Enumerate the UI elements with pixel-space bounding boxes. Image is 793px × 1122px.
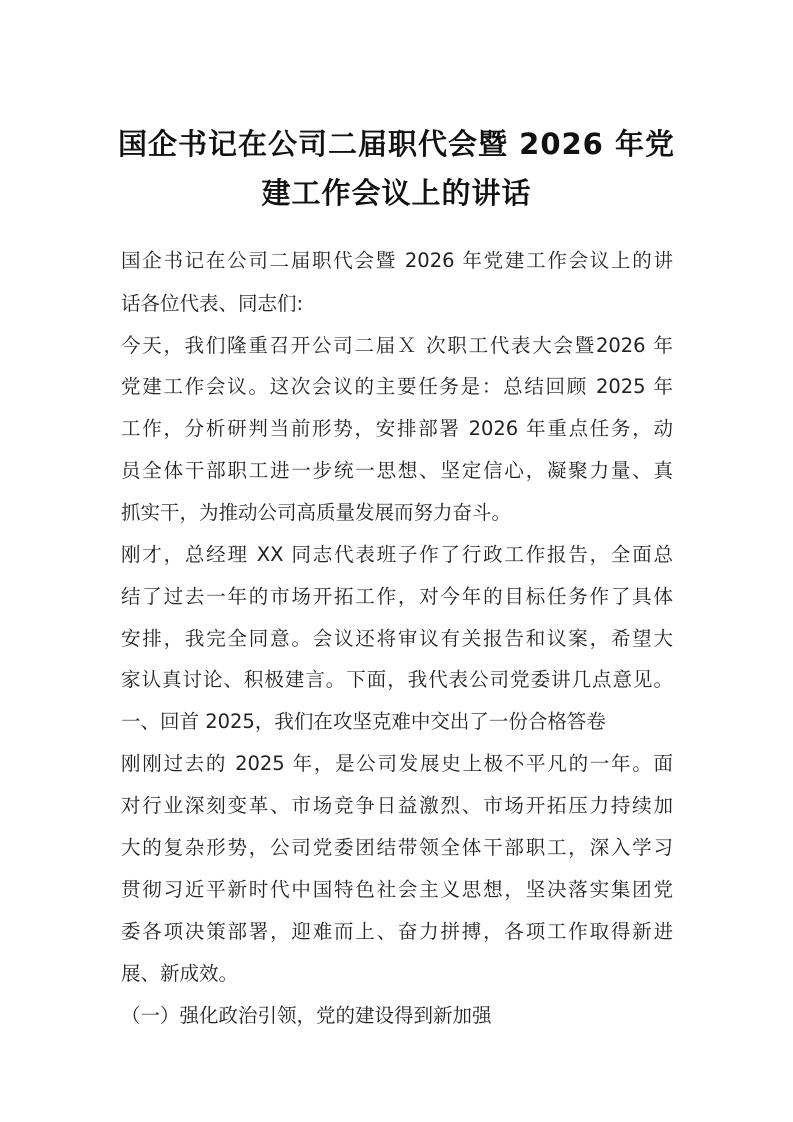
section-heading: 一、回首 2025，我们在攻坚克难中交出了一份合格答卷 xyxy=(121,710,606,733)
document-title-line-2: 建工作会议上的讲话 xyxy=(261,176,532,210)
body-line: 工作，分析研判当前形势，安排部署 2026 年重点任务，动 xyxy=(121,417,673,440)
body-line: 刚刚过去的 2025 年，是公司发展史上极不平凡的一年。面 xyxy=(121,752,673,775)
subsection-heading: （一）强化政治引领，党的建设得到新加强 xyxy=(121,1004,492,1027)
body-line: 展、新成效。 xyxy=(121,962,239,985)
body-line: 抓实干，为推动公司高质量发展而努力奋斗。 xyxy=(121,501,512,524)
body-line: 家认真讨论、积极建言。下面，我代表公司党委讲几点意见。 xyxy=(121,668,673,691)
body-line: 刚才，总经理 XX 同志代表班子作了行政工作报告，全面总 xyxy=(121,543,673,566)
body-line: 对行业深刻变革、市场竞争日益激烈、市场开拓压力持续加 xyxy=(121,794,673,817)
body-line: 话各位代表、同志们: xyxy=(121,292,304,315)
document-title-line-1: 国企书记在公司二届职代会暨 2026 年党 xyxy=(118,127,675,161)
body-line: 大的复杂形势，公司党委团结带领全体干部职工，深入学习 xyxy=(121,836,673,859)
body-line: 今天，我们隆重召开公司二届Ｘ 次职工代表大会暨2026 年 xyxy=(121,334,673,357)
body-line: 贯彻习近平新时代中国特色社会主义思想，坚决落实集团党 xyxy=(121,878,673,901)
body-line: 结了过去一年的市场开拓工作，对今年的目标任务作了具体 xyxy=(121,585,673,608)
body-line: 安排，我完全同意。会议还将审议有关报告和议案，希望大 xyxy=(121,627,673,650)
body-line: 国企书记在公司二届职代会暨 2026 年党建工作会议上的讲 xyxy=(121,249,673,272)
body-line: 党建工作会议。这次会议的主要任务是：总结回顾 2025 年 xyxy=(121,375,673,398)
body-line: 委各项决策部署，迎难而上、奋力拼搏，各项工作取得新进 xyxy=(121,920,673,943)
body-line: 员全体干部职工进一步统一思想、坚定信心，凝聚力量、真 xyxy=(121,459,673,482)
